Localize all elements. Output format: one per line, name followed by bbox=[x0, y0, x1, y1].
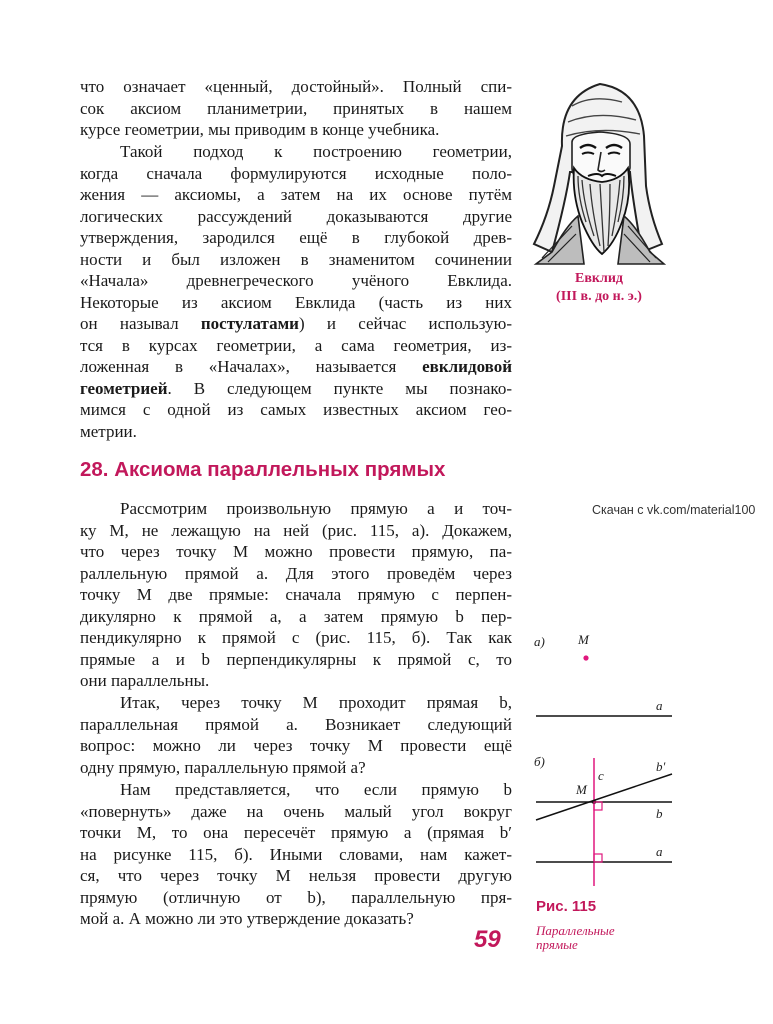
text-line: «повернуть» даже на очень малый угол вокруг bbox=[80, 801, 512, 821]
point-m-label-b: M bbox=[576, 782, 587, 797]
text-line: сок аксиом планиметрии, принятых в нашем bbox=[80, 98, 512, 118]
point-m bbox=[583, 655, 588, 660]
paragraph-intro bbox=[80, 76, 512, 141]
right-angle-mark-a bbox=[594, 854, 602, 862]
text-line: жения — аксиомы, а затем на их основе путём bbox=[80, 185, 512, 204]
text-line: одну прямую, параллельную прямой a? bbox=[80, 757, 366, 777]
text-line: они параллельны. bbox=[80, 671, 210, 690]
term-geometry: геометрией bbox=[80, 378, 168, 398]
portrait-caption-dates: (III в. до н. э.) bbox=[556, 289, 642, 304]
text-line: ку M, не лежащую на ней (рис. 115, a). Докажем, bbox=[80, 520, 512, 540]
text-line: «Начала» древнегреческого учёного Евклида. bbox=[80, 271, 512, 290]
line-c-label: c bbox=[598, 768, 604, 783]
text-line: ся, что через точку M нельзя провести другую bbox=[80, 866, 512, 885]
text-line: что означает «ценный, достойный». Полный спи- bbox=[80, 77, 512, 96]
term-euclidean: евклидовой bbox=[422, 357, 512, 376]
figure-label-b-part: б) bbox=[534, 754, 545, 769]
text-line: раллельную прямой a. Для этого проведём через bbox=[80, 563, 512, 583]
text-line: он называл постулатами) и сейчас использую- bbox=[80, 314, 512, 333]
text-line: тся в курсах геометрии, а сама геометрия, из- bbox=[80, 335, 512, 355]
text-line: Нам представляется, что если прямую b bbox=[120, 780, 512, 799]
text-line: курсе геометрии, мы приводим в конце учебника. bbox=[80, 120, 440, 139]
text-line: Рассмотрим произвольную прямую a и точ- bbox=[120, 499, 512, 518]
paragraph-question bbox=[80, 692, 512, 778]
text-line: ложенная в «Началах», называется евклидовой bbox=[80, 357, 512, 376]
text-line: геометрией. В следующем пункте мы познако- bbox=[80, 378, 512, 398]
line-a-bottom-label: a bbox=[656, 844, 663, 859]
text-line: Такой подход к построению геометрии, bbox=[120, 142, 512, 161]
euclid-portrait bbox=[532, 76, 666, 266]
text-line: точку M две прямые: сначала прямую c перпен- bbox=[80, 585, 512, 604]
text-line: дикулярно к прямой a, а затем прямую b пер- bbox=[80, 606, 512, 626]
text-line: Итак, через точку M проходит прямая b, bbox=[120, 693, 512, 712]
text-line: мой a. А можно ли это утверждение доказать? bbox=[80, 909, 414, 928]
figure-label-a-part: а) bbox=[534, 634, 545, 649]
text-line: параллельная прямой a. Возникает следующий bbox=[80, 714, 512, 734]
paragraph-axiomatic-approach bbox=[80, 141, 512, 442]
text-line: точки M, то она пересечёт прямую a (прямая b′ bbox=[80, 823, 512, 842]
portrait-caption-name: Евклид bbox=[575, 271, 623, 286]
figure-caption-line: Параллельные bbox=[536, 923, 615, 938]
line-b-label: b bbox=[656, 806, 663, 821]
text-line: на рисунке 115, б). Иными словами, нам кажет- bbox=[80, 844, 512, 864]
text-line: ности и был изложен в знаменитом сочинении bbox=[80, 249, 512, 269]
line-b-prime-label: b′ bbox=[656, 759, 666, 774]
text-line: когда сначала формулируются исходные поло- bbox=[80, 163, 512, 183]
text-line: логических рассуждений доказываются другие bbox=[80, 206, 512, 226]
page-number: 59 bbox=[474, 926, 501, 953]
figure-caption-line: прямые bbox=[536, 937, 578, 952]
line-b-prime bbox=[536, 774, 672, 820]
text-line: Некоторые из аксиом Евклида (часть из них bbox=[80, 292, 512, 312]
figure-115 bbox=[528, 628, 678, 888]
text-line: прямые a и b перпендикулярны к прямой c, то bbox=[80, 649, 512, 669]
figure-caption bbox=[536, 924, 656, 952]
section-title: 28. Аксиома параллельных прямых bbox=[80, 458, 446, 481]
text-line: что через точку M можно провести прямую, па- bbox=[80, 542, 512, 561]
text-line: пендикулярно к прямой c (рис. 115, б). Так как bbox=[80, 628, 512, 647]
paragraph-construction bbox=[80, 498, 512, 692]
text-line: мимся с одной из самых известных аксиом гео- bbox=[80, 400, 512, 419]
watermark: Скачан с vk.com/material100 bbox=[592, 503, 756, 517]
line-a-top-label: a bbox=[656, 698, 663, 713]
paragraph-rotation bbox=[80, 779, 512, 930]
text-line: вопрос: можно ли через точку M провести ещё bbox=[80, 736, 512, 755]
term-postulates: постулатами bbox=[200, 314, 299, 333]
figure-title: Рис. 115 bbox=[536, 898, 597, 915]
point-m-label: M bbox=[578, 632, 589, 647]
text-line: метрии. bbox=[80, 421, 137, 441]
text-line: утверждения, зародился ещё в глубокой древ- bbox=[80, 228, 512, 247]
text-line: прямую (отличную от b), параллельную пря- bbox=[80, 887, 512, 907]
